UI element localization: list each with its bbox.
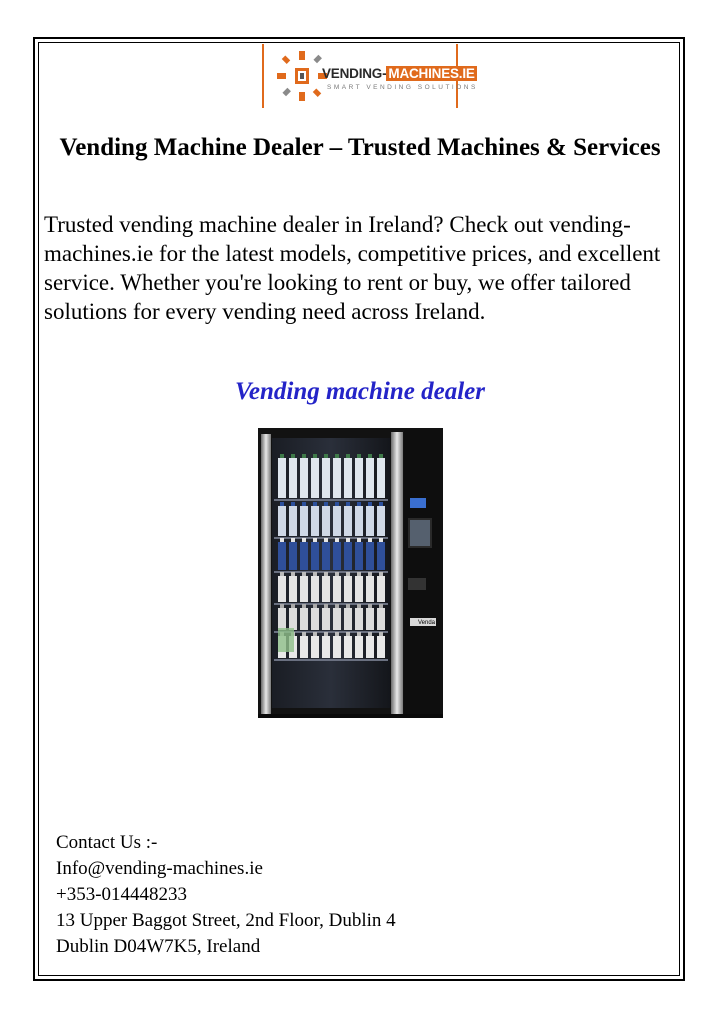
logo-word-highlight: MACHINES.IE (388, 66, 475, 81)
shelf-rail (274, 499, 388, 501)
shelf-product (311, 576, 319, 602)
shelf-product-cap (357, 572, 361, 576)
page-title: Vending Machine Dealer – Trusted Machines & Services (59, 134, 661, 161)
shelf-product (344, 636, 352, 658)
shelf-product (344, 608, 352, 630)
shelf-product-cap (368, 538, 372, 542)
contact-phone[interactable]: +353-014448233 (56, 884, 188, 905)
shelf-product-cap (379, 454, 383, 458)
shelf-product (355, 458, 363, 498)
shelf-product (278, 608, 286, 630)
shelf-product (300, 542, 308, 570)
contact-block (56, 830, 656, 960)
shelf-product (366, 636, 374, 658)
shelf-product-cap (302, 632, 306, 636)
shelf-product (300, 608, 308, 630)
shelf-product-cap (368, 632, 372, 636)
shelf-product-cap (324, 502, 328, 506)
shelf-product (344, 542, 352, 570)
shelf-product (366, 458, 374, 498)
shelf-product-cap (335, 572, 339, 576)
shelf-product (322, 608, 330, 630)
contact-address-line2: Dublin D04W7K5, Ireland (56, 936, 261, 957)
shelf-product-cap (280, 572, 284, 576)
shelf-product (311, 608, 319, 630)
shelf-product (289, 576, 297, 602)
shelf-rail (274, 659, 388, 661)
shelf-product-cap (379, 604, 383, 608)
vending-machines-logo[interactable] (262, 44, 478, 108)
shelf-product (366, 542, 374, 570)
shelf-product-cap (291, 604, 295, 608)
shelf-product (300, 636, 308, 658)
contact-heading: Contact Us :- (56, 832, 158, 853)
shelf-product-cap (379, 502, 383, 506)
shelf-product-cap (346, 632, 350, 636)
shelf-product (278, 542, 286, 570)
shelf-product-cap (379, 632, 383, 636)
shelf-product (355, 636, 363, 658)
shelf-product (300, 458, 308, 498)
intro-paragraph: Trusted vending machine dealer in Ireland? Check out vending-machines.ie for the latest models, competitive prices, and excellent service. Whether you're looking to rent or buy, we offer tailored solutions for every vending need across Ireland. (44, 212, 661, 324)
shelf-product-cap (379, 572, 383, 576)
shelf-product-cap (357, 632, 361, 636)
shelf-product (333, 636, 341, 658)
shelf-product-cap (357, 604, 361, 608)
shelf-product (322, 506, 330, 536)
shelf-product (344, 458, 352, 498)
shelf-product (366, 506, 374, 536)
shelf-product-cap (368, 454, 372, 458)
contact-email-link[interactable]: Info@vending-machines.ie (56, 858, 263, 879)
shelf-product (278, 576, 286, 602)
shelf-product (289, 608, 297, 630)
shelf-product (278, 458, 286, 498)
shelf-product (333, 542, 341, 570)
shelf-product (355, 506, 363, 536)
vending-machine-image (258, 428, 558, 798)
shelf-product (366, 576, 374, 602)
section-subtitle: Vending machine dealer (234, 378, 485, 405)
shelf-product-cap (302, 454, 306, 458)
shelf-product-cap (313, 538, 317, 542)
shelf-product (377, 608, 385, 630)
shelf-product (289, 458, 297, 498)
shelf-product-cap (280, 604, 284, 608)
shelf-product-cap (346, 538, 350, 542)
shelf-product (377, 506, 385, 536)
shelf-product-cap (291, 454, 295, 458)
shelf-product-cap (335, 502, 339, 506)
shelf-product (333, 608, 341, 630)
shelf-product-cap (291, 572, 295, 576)
shelf-product-cap (280, 454, 284, 458)
shelf-product (366, 608, 374, 630)
shelf-product (344, 506, 352, 536)
shelf-product (322, 576, 330, 602)
shelf-product (300, 506, 308, 536)
shelf-product-cap (291, 538, 295, 542)
shelf-product-cap (313, 572, 317, 576)
shelf-product-cap (368, 572, 372, 576)
shelf-product-cap (302, 502, 306, 506)
shelf-product-cap (346, 572, 350, 576)
shelf-product (311, 636, 319, 658)
shelf-product (289, 542, 297, 570)
shelf-product-cap (357, 502, 361, 506)
shelf-product (322, 636, 330, 658)
shelf-product-cap (346, 502, 350, 506)
shelf-product (377, 636, 385, 658)
shelf-product-cap (291, 502, 295, 506)
shelf-product-cap (313, 454, 317, 458)
shelf-product (322, 542, 330, 570)
logo-wordmark (322, 66, 477, 81)
shelf-product-cap (357, 538, 361, 542)
shelf-product (333, 458, 341, 498)
shelf-product (311, 542, 319, 570)
shelf-product-cap (324, 632, 328, 636)
shelf-product (300, 576, 308, 602)
shelf-product-cap (346, 454, 350, 458)
shelf-product (377, 576, 385, 602)
shelf-product (311, 458, 319, 498)
shelf-product-cap (313, 632, 317, 636)
logo-tagline: SMART VENDING SOLUTIONS (327, 84, 478, 91)
shelf-product-cap (379, 538, 383, 542)
shelf-product-cap (335, 632, 339, 636)
shelf-product-cap (335, 538, 339, 542)
shelf-product-cap (368, 502, 372, 506)
shelf-product-cap (335, 454, 339, 458)
shelf-product (355, 576, 363, 602)
shelf-product (289, 506, 297, 536)
logo-word-main: VENDING- (322, 66, 387, 81)
shelf-product-cap (302, 604, 306, 608)
shelf-product-cap (302, 538, 306, 542)
shelf-product-cap (302, 572, 306, 576)
shelf-product (377, 458, 385, 498)
contact-address-line1: 13 Upper Baggot Street, 2nd Floor, Dublin 4 (56, 910, 396, 931)
shelf-product-cap (368, 604, 372, 608)
shelf-product-cap (357, 454, 361, 458)
shelf-product (278, 506, 286, 536)
shelf-product (355, 542, 363, 570)
shelf-product-cap (280, 538, 284, 542)
shelf-product-cap (324, 538, 328, 542)
shelf-product (333, 576, 341, 602)
shelf-product-cap (313, 604, 317, 608)
shelf-product (333, 506, 341, 536)
shelf-product-cap (324, 604, 328, 608)
machine-brand-label: Venda (418, 620, 436, 626)
shelf-product (355, 608, 363, 630)
shelf-product (377, 542, 385, 570)
shelf-product-cap (324, 572, 328, 576)
shelf-product-cap (280, 502, 284, 506)
shelf-product (311, 506, 319, 536)
shelf-product-cap (335, 604, 339, 608)
shelf-product-cap (324, 454, 328, 458)
shelf-product-cap (346, 604, 350, 608)
shelf-product (344, 576, 352, 602)
shelf-product (322, 458, 330, 498)
shelf-product-cap (313, 502, 317, 506)
